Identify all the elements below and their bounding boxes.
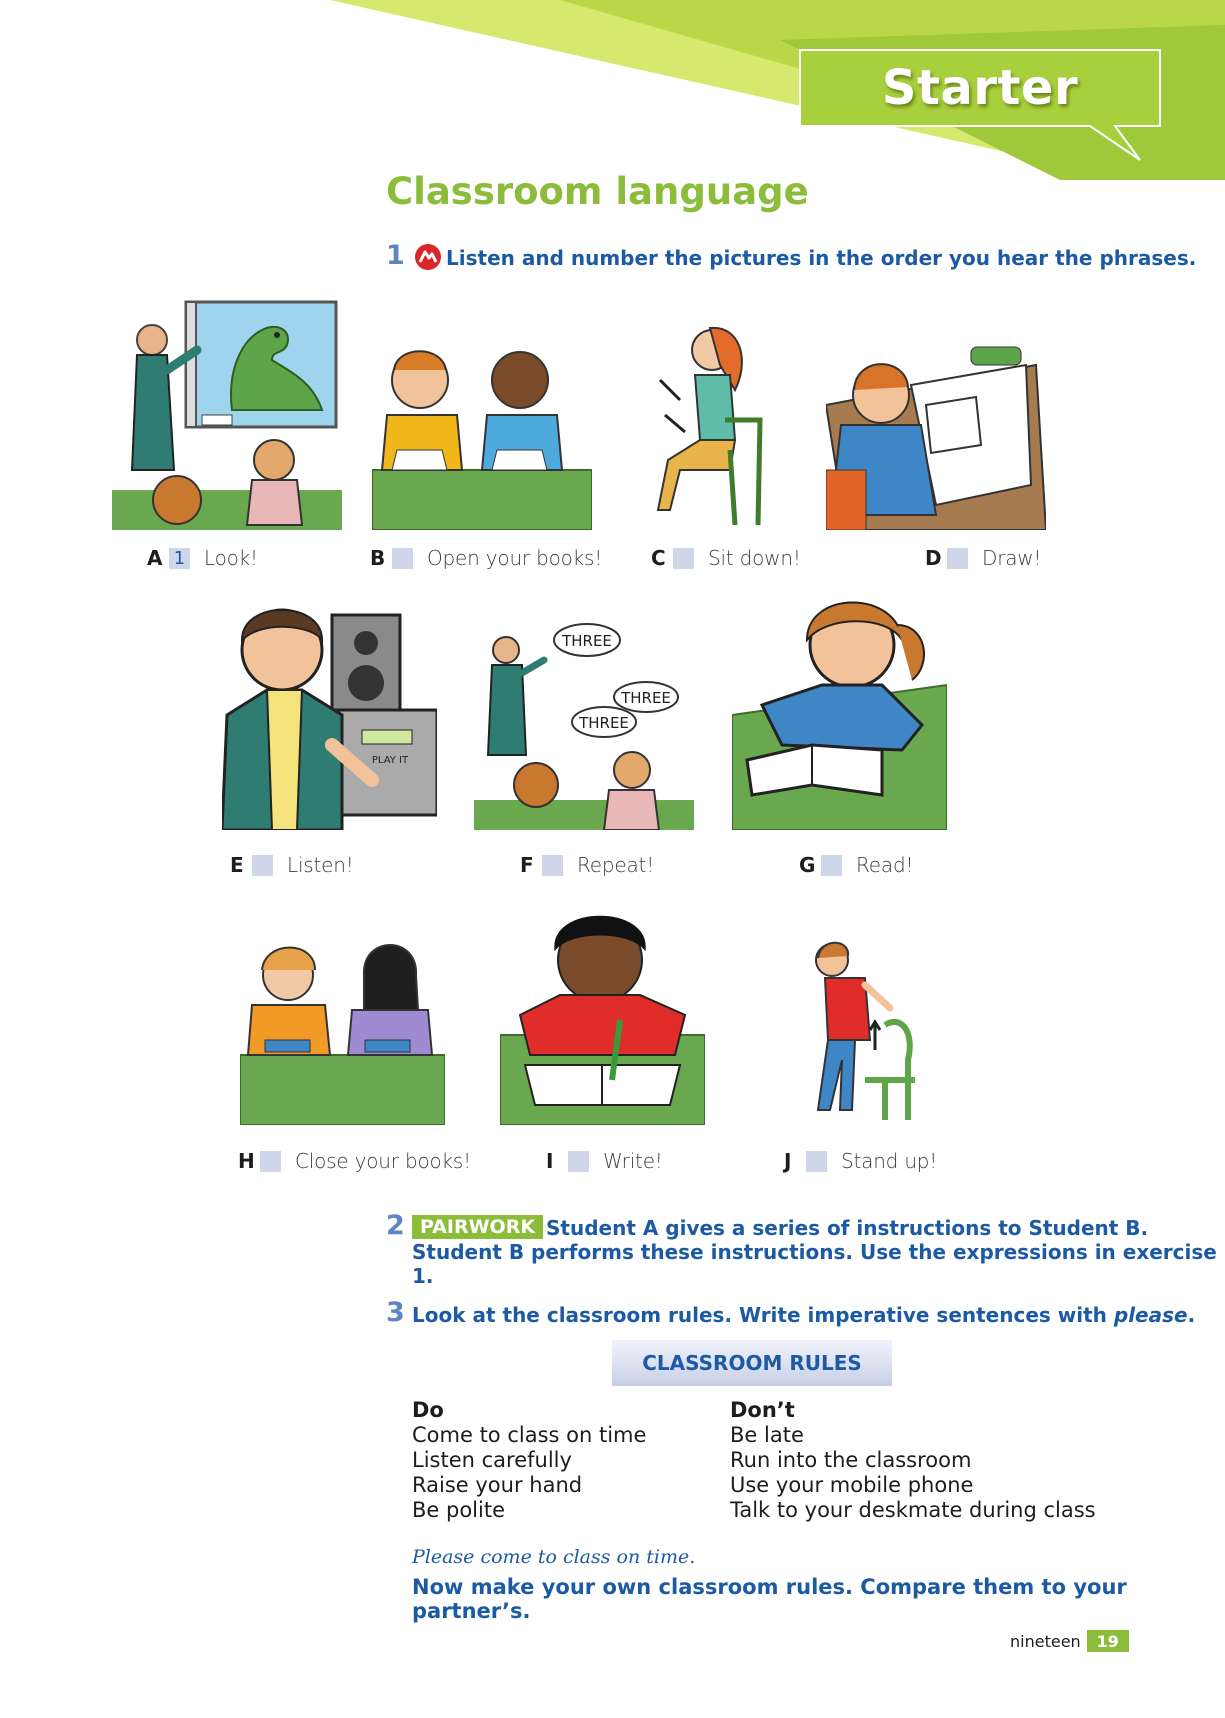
do-column	[412, 1398, 646, 1523]
classroom-rules-title: CLASSROOM RULES	[612, 1340, 892, 1386]
do-item: Listen carefully	[412, 1448, 572, 1472]
caption-letter: B	[370, 546, 386, 570]
caption-a	[147, 546, 258, 570]
page-number-word: nineteen	[1010, 1631, 1081, 1651]
caption-f	[520, 853, 654, 877]
do-item: Come to class on time	[412, 1423, 647, 1447]
answer-box[interactable]	[542, 855, 563, 876]
picture-a-look	[112, 300, 342, 530]
answer-box[interactable]	[568, 1151, 589, 1172]
dont-item: Use your mobile phone	[730, 1473, 974, 1497]
caption-phrase: Listen!	[287, 853, 354, 877]
answer-box[interactable]	[392, 548, 413, 569]
section-title: Classroom language	[386, 170, 809, 213]
example-sentence: Please come to class on time.	[412, 1546, 696, 1568]
caption-phrase: Repeat!	[577, 853, 655, 877]
answer-box[interactable]: 1	[169, 548, 190, 569]
bubble-student-right: THREE	[621, 689, 671, 707]
caption-letter: F	[520, 853, 534, 877]
exercise-3-instruction-text: Look at the classroom rules. Write imperative sentences with	[412, 1303, 1114, 1327]
exercise-2-line1: Student A gives a series of instructions to Student B.	[546, 1216, 1149, 1240]
exercise-2-number: 2	[386, 1210, 405, 1241]
caption-phrase: Write!	[603, 1149, 663, 1173]
bubble-student-left: THREE	[579, 714, 629, 732]
answer-box[interactable]	[252, 855, 273, 876]
caption-h	[238, 1149, 471, 1173]
audio-icon[interactable]	[414, 243, 442, 271]
picture-c-sit-down	[640, 320, 790, 530]
exercise-3-number: 3	[386, 1297, 405, 1328]
picture-i-write	[500, 905, 705, 1125]
caption-j	[784, 1149, 937, 1173]
caption-i	[546, 1149, 663, 1173]
caption-phrase: Stand up!	[841, 1149, 938, 1173]
caption-e	[230, 853, 354, 877]
dont-item: Be late	[730, 1423, 804, 1447]
do-heading: Do	[412, 1398, 444, 1422]
caption-phrase: Sit down!	[708, 546, 801, 570]
caption-letter: G	[799, 853, 816, 877]
caption-phrase: Look!	[204, 546, 258, 570]
exercise-1-instruction: Listen and number the pictures in the order you hear the phrases.	[446, 246, 1197, 270]
exercise-3-instruction-end: .	[1187, 1303, 1196, 1327]
picture-g-read	[732, 585, 947, 830]
do-item: Be polite	[412, 1498, 506, 1522]
pairwork-tag: PAIRWORK	[412, 1215, 543, 1239]
picture-e-listen	[222, 595, 437, 830]
dont-item: Run into the classroom	[730, 1448, 972, 1472]
caption-letter: A	[147, 546, 163, 570]
caption-d	[925, 546, 1041, 570]
caption-letter: I	[546, 1149, 554, 1173]
exercise-3-instruction-italic: please	[1113, 1303, 1188, 1327]
exercise-2-line2: Student B performs these instructions. Use the expressions in exercise 1.	[412, 1240, 1217, 1288]
caption-c	[651, 546, 801, 570]
answer-box[interactable]	[260, 1151, 281, 1172]
caption-phrase: Close your books!	[295, 1149, 471, 1173]
page-footer	[1010, 1630, 1129, 1652]
caption-g	[799, 853, 913, 877]
caption-letter: D	[925, 546, 942, 570]
caption-b	[370, 546, 602, 570]
stereo-label: PLAY IT	[371, 755, 409, 766]
followup-instruction: Now make your own classroom rules. Compare them to your partner’s.	[412, 1575, 1127, 1623]
caption-letter: C	[651, 546, 666, 570]
bubble-teacher: THREE	[562, 632, 612, 650]
caption-phrase: Open your books!	[427, 546, 603, 570]
unit-title: Starter	[881, 60, 1079, 116]
picture-j-stand-up	[790, 930, 930, 1125]
answer-box[interactable]	[673, 548, 694, 569]
caption-letter: E	[230, 853, 244, 877]
do-item: Raise your hand	[412, 1473, 583, 1497]
caption-phrase: Draw!	[982, 546, 1042, 570]
dont-item: Talk to your deskmate during class	[730, 1498, 1096, 1522]
caption-letter: J	[784, 1149, 792, 1173]
answer-box[interactable]	[821, 855, 842, 876]
page-number: 19	[1087, 1630, 1129, 1652]
dont-heading: Don’t	[730, 1398, 795, 1422]
answer-box[interactable]	[947, 548, 968, 569]
picture-f-repeat	[474, 615, 694, 830]
caption-phrase: Read!	[856, 853, 914, 877]
exercise-3-instruction	[412, 1303, 1195, 1327]
dont-column	[730, 1398, 1096, 1523]
picture-b-open-books	[372, 340, 592, 530]
answer-box[interactable]	[806, 1151, 827, 1172]
exercise-1-number: 1	[386, 240, 405, 271]
picture-h-close-books	[240, 930, 445, 1125]
caption-letter: H	[238, 1149, 255, 1173]
picture-d-draw	[826, 345, 1046, 530]
